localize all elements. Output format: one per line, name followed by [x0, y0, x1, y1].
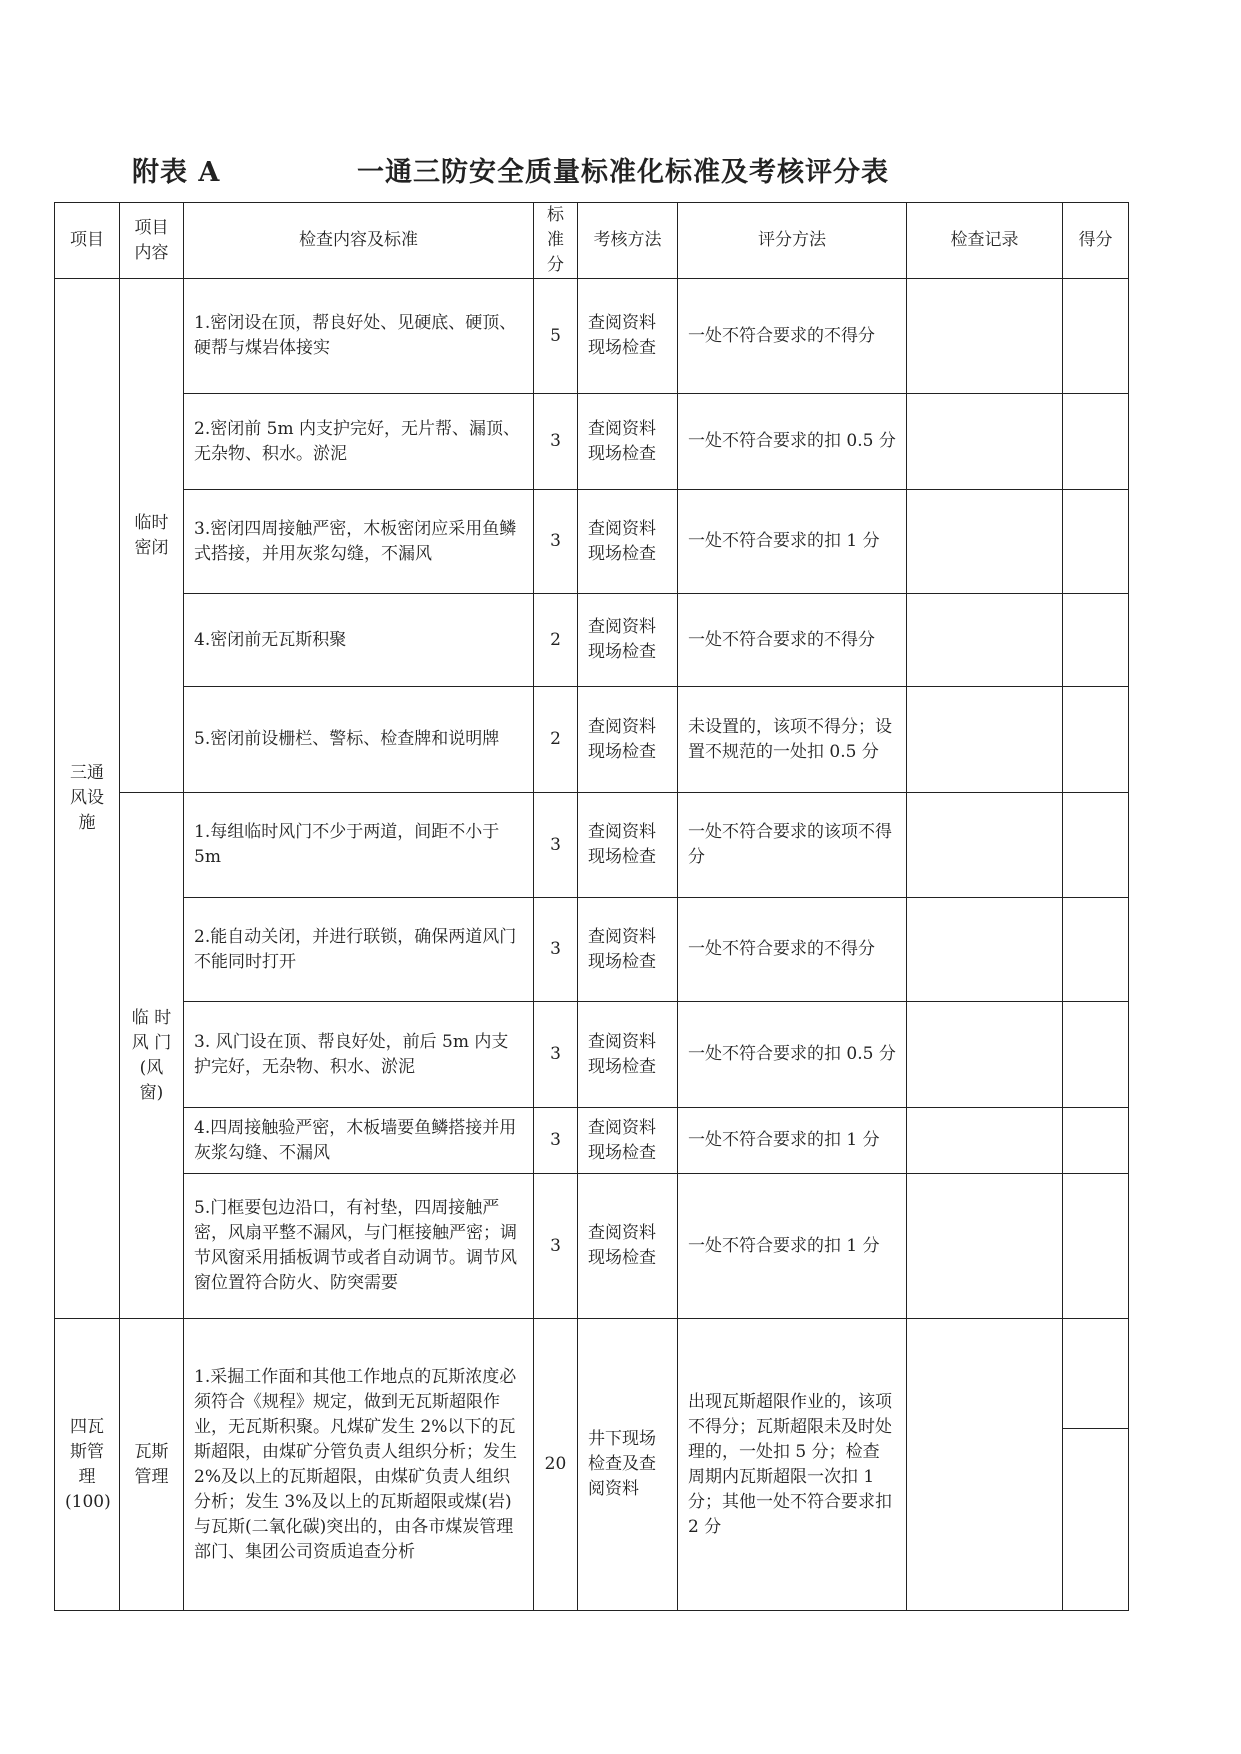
scoring-cell: 一处不符合要求的该项不得分 — [678, 793, 907, 898]
method-cell: 查阅资料现场检查 — [578, 1002, 678, 1108]
score-cell: 3 — [534, 898, 578, 1002]
result-cell[interactable] — [1063, 490, 1129, 594]
group-name: 瓦斯管理 — [120, 1319, 184, 1611]
standard-cell: 2.能自动关闭，并进行联锁，确保两道风门不能同时打开 — [184, 898, 534, 1002]
standard-cell: 2.密闭前 5m 内支护完好，无片帮、漏顶、无杂物、积水。淤泥 — [184, 394, 534, 490]
record-cell[interactable] — [907, 687, 1063, 793]
standard-cell: 1.密闭设在顶，帮良好处、见硬底、硬顶、硬帮与煤岩体接实 — [184, 279, 534, 394]
record-cell[interactable] — [907, 594, 1063, 687]
header-record: 检查记录 — [907, 203, 1063, 279]
table-row — [55, 394, 1129, 490]
table-appendix-label: 附表 A — [132, 157, 221, 188]
score-cell: 3 — [534, 1174, 578, 1319]
standard-cell: 1.采掘工作面和其他工作地点的瓦斯浓度必须符合《规程》规定，做到无瓦斯超限作业，无瓦斯积聚。凡煤矿发生 2%以下的瓦斯超限，由煤矿分管负责人组织分析；发生 2%及以上的瓦斯超限，由煤矿负责人组织分析；发生 3%及以上的瓦斯超限或煤(岩)与瓦斯(二氧化碳)突出的，由各市煤炭管理部门、集团公司资质追查分析 — [184, 1319, 534, 1611]
scoring-cell: 一处不符合要求的扣 1 分 — [678, 1174, 907, 1319]
table-row — [55, 1319, 1129, 1429]
scoring-cell: 一处不符合要求的不得分 — [678, 594, 907, 687]
method-cell: 查阅资料现场检查 — [578, 394, 678, 490]
result-cell[interactable] — [1063, 687, 1129, 793]
standard-cell: 3.密闭四周接触严密，木板密闭应采用鱼鳞式搭接，并用灰浆勾缝，不漏风 — [184, 490, 534, 594]
result-cell[interactable] — [1063, 1174, 1129, 1319]
scoring-cell: 未设置的，该项不得分；设置不规范的一处扣 0.5 分 — [678, 687, 907, 793]
method-cell: 查阅资料现场检查 — [578, 898, 678, 1002]
scoring-cell: 一处不符合要求的扣 0.5 分 — [678, 1002, 907, 1108]
record-cell[interactable] — [907, 490, 1063, 594]
group-name: 临 时风 门(风窗) — [120, 793, 184, 1319]
score-cell: 3 — [534, 1002, 578, 1108]
header-item: 项目 — [55, 203, 120, 279]
result-cell[interactable] — [1063, 1429, 1129, 1611]
header-score: 标准分 — [534, 203, 578, 279]
section-name: 四瓦斯管理(100) — [55, 1319, 120, 1611]
table-row — [55, 793, 1129, 898]
result-cell[interactable] — [1063, 793, 1129, 898]
record-cell[interactable] — [907, 793, 1063, 898]
table-row — [55, 1174, 1129, 1319]
record-cell[interactable] — [907, 1319, 1063, 1611]
scoring-cell: 一处不符合要求的扣 1 分 — [678, 490, 907, 594]
standard-cell: 4.四周接触验严密，木板墙要鱼鳞搭接并用灰浆勾缝、不漏风 — [184, 1108, 534, 1174]
standard-cell: 5.门框要包边沿口，有衬垫，四周接触严密，风扇平整不漏风，与门框接触严密；调节风窗采用插板调节或者自动调节。调节风窗位置符合防火、防突需要 — [184, 1174, 534, 1319]
result-cell[interactable] — [1063, 1108, 1129, 1174]
table-row — [55, 1108, 1129, 1174]
scoring-cell: 一处不符合要求的扣 0.5 分 — [678, 394, 907, 490]
scoring-cell: 一处不符合要求的不得分 — [678, 898, 907, 1002]
table-row — [55, 898, 1129, 1002]
group-name: 临时密闭 — [120, 279, 184, 793]
result-cell[interactable] — [1063, 898, 1129, 1002]
scoring-cell: 出现瓦斯超限作业的，该项不得分；瓦斯超限未及时处理的，一处扣 5 分；检查周期内瓦斯超限一次扣 1 分；其他一处不符合要求扣 2 分 — [678, 1319, 907, 1611]
method-cell: 查阅资料现场检查 — [578, 279, 678, 394]
record-cell[interactable] — [907, 1002, 1063, 1108]
score-cell: 3 — [534, 394, 578, 490]
header-result: 得分 — [1063, 203, 1129, 279]
scoring-cell: 一处不符合要求的不得分 — [678, 279, 907, 394]
header-standard: 检查内容及标准 — [184, 203, 534, 279]
section-name: 三通风设施 — [55, 279, 120, 1319]
result-cell[interactable] — [1063, 1002, 1129, 1108]
result-cell[interactable] — [1063, 594, 1129, 687]
method-cell: 查阅资料现场检查 — [578, 1174, 678, 1319]
method-cell: 查阅资料现场检查 — [578, 490, 678, 594]
table-row — [55, 687, 1129, 793]
page-title: 一通三防安全质量标准化标准及考核评分表 — [357, 157, 889, 188]
standard-cell: 3. 风门设在顶、帮良好处，前后 5m 内支护完好，无杂物、积水、淤泥 — [184, 1002, 534, 1108]
record-cell[interactable] — [907, 1108, 1063, 1174]
method-cell: 井下现场检查及查阅资料 — [578, 1319, 678, 1611]
table-row — [55, 279, 1129, 394]
standard-cell: 4.密闭前无瓦斯积聚 — [184, 594, 534, 687]
method-cell: 查阅资料现场检查 — [578, 687, 678, 793]
score-cell: 20 — [534, 1319, 578, 1611]
scoring-table — [54, 202, 1129, 1611]
score-cell: 2 — [534, 687, 578, 793]
result-cell[interactable] — [1063, 394, 1129, 490]
result-cell[interactable] — [1063, 279, 1129, 394]
scoring-cell: 一处不符合要求的扣 1 分 — [678, 1108, 907, 1174]
header-content: 项目内容 — [120, 203, 184, 279]
method-cell: 查阅资料现场检查 — [578, 793, 678, 898]
record-cell[interactable] — [907, 1174, 1063, 1319]
table-row — [55, 490, 1129, 594]
header-row — [55, 203, 1129, 279]
result-cell[interactable] — [1063, 1319, 1129, 1429]
score-cell: 5 — [534, 279, 578, 394]
record-cell[interactable] — [907, 279, 1063, 394]
header-method: 考核方法 — [578, 203, 678, 279]
record-cell[interactable] — [907, 394, 1063, 490]
method-cell: 查阅资料现场检查 — [578, 1108, 678, 1174]
record-cell[interactable] — [907, 898, 1063, 1002]
score-cell: 3 — [534, 1108, 578, 1174]
table-row — [55, 1002, 1129, 1108]
method-cell: 查阅资料现场检查 — [578, 594, 678, 687]
table-row — [55, 594, 1129, 687]
score-cell: 2 — [534, 594, 578, 687]
header-scoring: 评分方法 — [678, 203, 907, 279]
standard-cell: 1.每组临时风门不少于两道，间距不小于 5m — [184, 793, 534, 898]
standard-cell: 5.密闭前设栅栏、警标、检查牌和说明牌 — [184, 687, 534, 793]
score-cell: 3 — [534, 793, 578, 898]
score-cell: 3 — [534, 490, 578, 594]
